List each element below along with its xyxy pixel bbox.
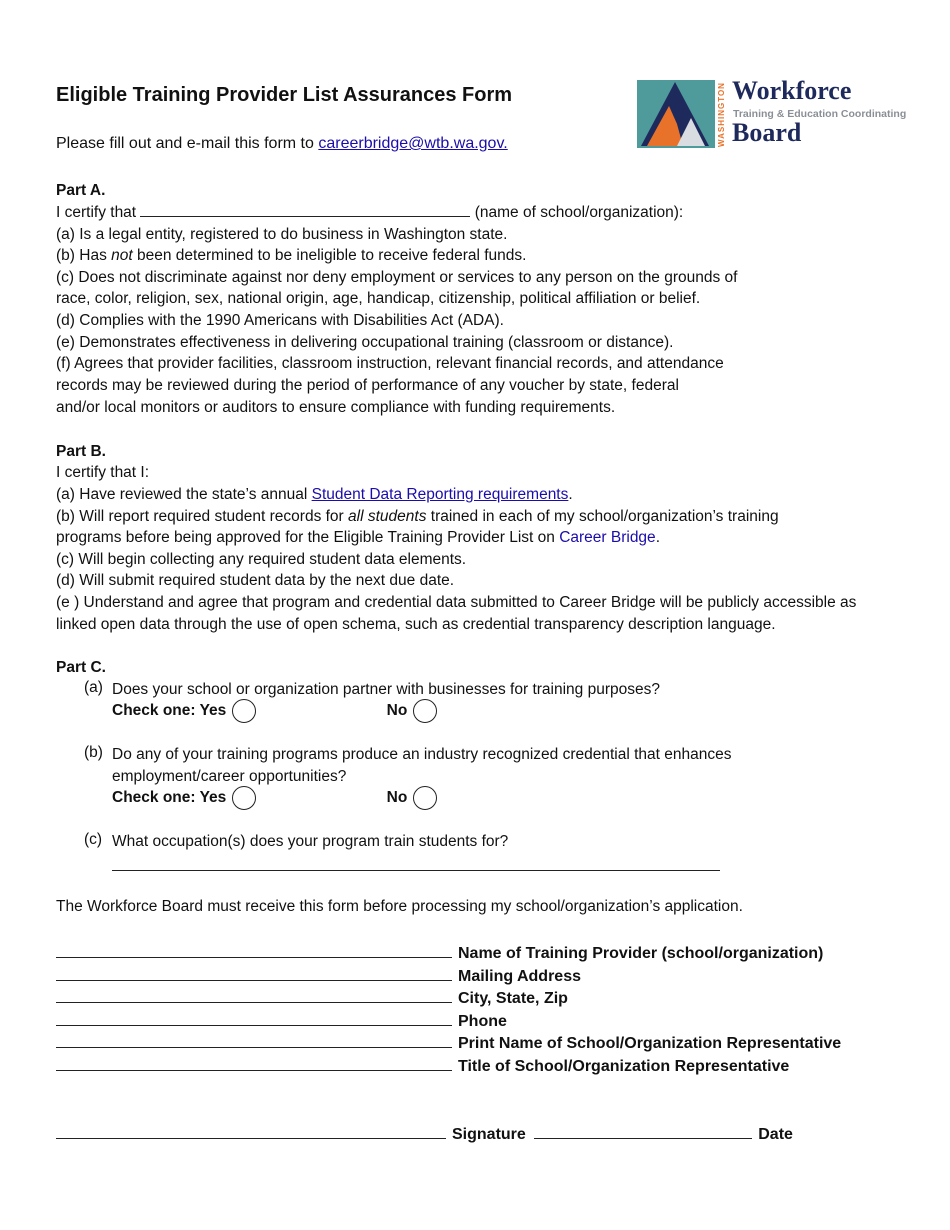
part-c-b-question-1: Do any of your training programs produce an industry recognized credential that enhances [112,746,732,763]
rep-title-field[interactable] [56,1056,452,1071]
part-b-certify: I certify that I: [56,464,150,481]
part-c-b-question-2: employment/career opportunities? [112,768,347,785]
email-link[interactable]: careerbridge@wtb.wa.gov. [318,135,508,152]
part-a-item-f-3: and/or local monitors or auditors to ensure compliance with funding requirements. [56,399,616,416]
city-state-zip-row [56,988,568,1008]
workforce-board-logo [637,76,907,150]
mailing-address-field[interactable] [56,966,452,981]
part-b-item-c: (c) Will begin collecting any required student data elements. [56,551,467,568]
signature-field[interactable] [56,1124,446,1139]
part-c-a-question: Does your school or organization partner with businesses for training purposes? [112,681,660,698]
part-b-item-d: (d) Will submit required student data by the next due date. [56,572,455,589]
part-c-a-no-radio[interactable] [413,699,437,723]
intro-line [56,135,508,153]
part-b-item-e-1: (e ) Understand and agree that program and credential data submitted to Career Bridge will be publicly accessible as [56,594,857,611]
part-a-item-c-1: (c) Does not discriminate against nor deny employment or services to any person on the grounds of [56,269,738,286]
rep-print-name-field[interactable] [56,1033,452,1048]
part-c-b-check-row: Check one: Yes No [112,786,437,810]
part-c-heading: Part C. [56,659,106,676]
signature-label: Signature [452,1126,526,1143]
part-c-b-yes-radio[interactable] [232,786,256,810]
part-b-item-a: (a) Have reviewed the state’s annual Student Data Reporting requirements. [56,486,573,503]
provider-name-row [56,943,823,963]
city-state-zip-field[interactable] [56,988,452,1003]
career-bridge-link[interactable]: Career Bridge [559,529,656,546]
part-a-item-f-2: records may be reviewed during the period of performance of any voucher by state, federal [56,377,679,394]
logo-word-board: Board [732,118,802,147]
rep-title-label: Title of School/Organization Representative [458,1058,790,1075]
mailing-address-label: Mailing Address [458,968,581,985]
logo-word-workforce: Workforce [732,76,852,105]
part-c-a-yes-radio[interactable] [232,699,256,723]
part-a-item-b: (b) Has not been determined to be ineligible to receive federal funds. [56,247,527,264]
part-a-item-a: (a) Is a legal entity, registered to do business in Washington state. [56,226,508,243]
date-field[interactable] [534,1124,752,1139]
signature-date-row [56,1124,793,1144]
student-data-link[interactable]: Student Data Reporting requirements [311,486,569,503]
notice-text: The Workforce Board must receive this form before processing my school/organization’s application. [56,898,743,915]
part-a-item-f-1: (f) Agrees that provider facilities, classroom instruction, relevant financial records, and attendance [56,355,724,372]
phone-field[interactable] [56,1011,452,1026]
part-c-b-no-radio[interactable] [413,786,437,810]
phone-label: Phone [458,1013,507,1030]
part-b-item-b-2: programs before being approved for the Eligible Training Provider List on Career Bridge. [56,529,660,546]
school-name-field[interactable] [140,202,470,217]
part-c-c-question: What occupation(s) does your program train students for? [112,833,509,850]
provider-name-label: Name of Training Provider (school/organization) [458,945,824,962]
date-label: Date [758,1126,793,1143]
part-c-b-letter: (b) [84,744,103,761]
mailing-address-row [56,966,581,986]
part-a-certify-line: I certify that (name of school/organization): [56,204,684,221]
page-title: Eligible Training Provider List Assurances Form [56,84,513,106]
part-a-heading: Part A. [56,182,106,199]
part-c-a-check-row: Check one: Yes No [112,699,437,723]
part-b-item-b-1: (b) Will report required student records for all students trained in each of my school/organization’s training [56,508,779,525]
part-c-c-letter: (c) [84,831,103,848]
city-state-zip-label: City, State, Zip [458,990,568,1007]
provider-name-field[interactable] [56,943,452,958]
intro-text: Please fill out and e-mail this form to [56,135,319,152]
part-c-a-letter: (a) [84,679,103,696]
rep-print-name-row [56,1033,841,1053]
rep-print-name-label: Print Name of School/Organization Representative [458,1035,842,1052]
part-b-item-e-2: linked open data through the use of open schema, such as credential transparency description language. [56,616,776,633]
logo-state: WASHINGTON [717,82,726,148]
part-b-heading: Part B. [56,443,106,460]
part-a-item-c-2: race, color, religion, sex, national origin, age, handicap, citizenship, political affiliation or belief. [56,290,701,307]
logo-subtitle: Training & Education Coordinating [733,108,907,120]
occupation-field[interactable] [112,856,720,871]
rep-title-row [56,1056,789,1076]
phone-row [56,1011,507,1031]
part-a-item-d: (d) Complies with the 1990 Americans with Disabilities Act (ADA). [56,312,504,329]
part-a-item-e: (e) Demonstrates effectiveness in delivering occupational training (classroom or distance). [56,334,674,351]
